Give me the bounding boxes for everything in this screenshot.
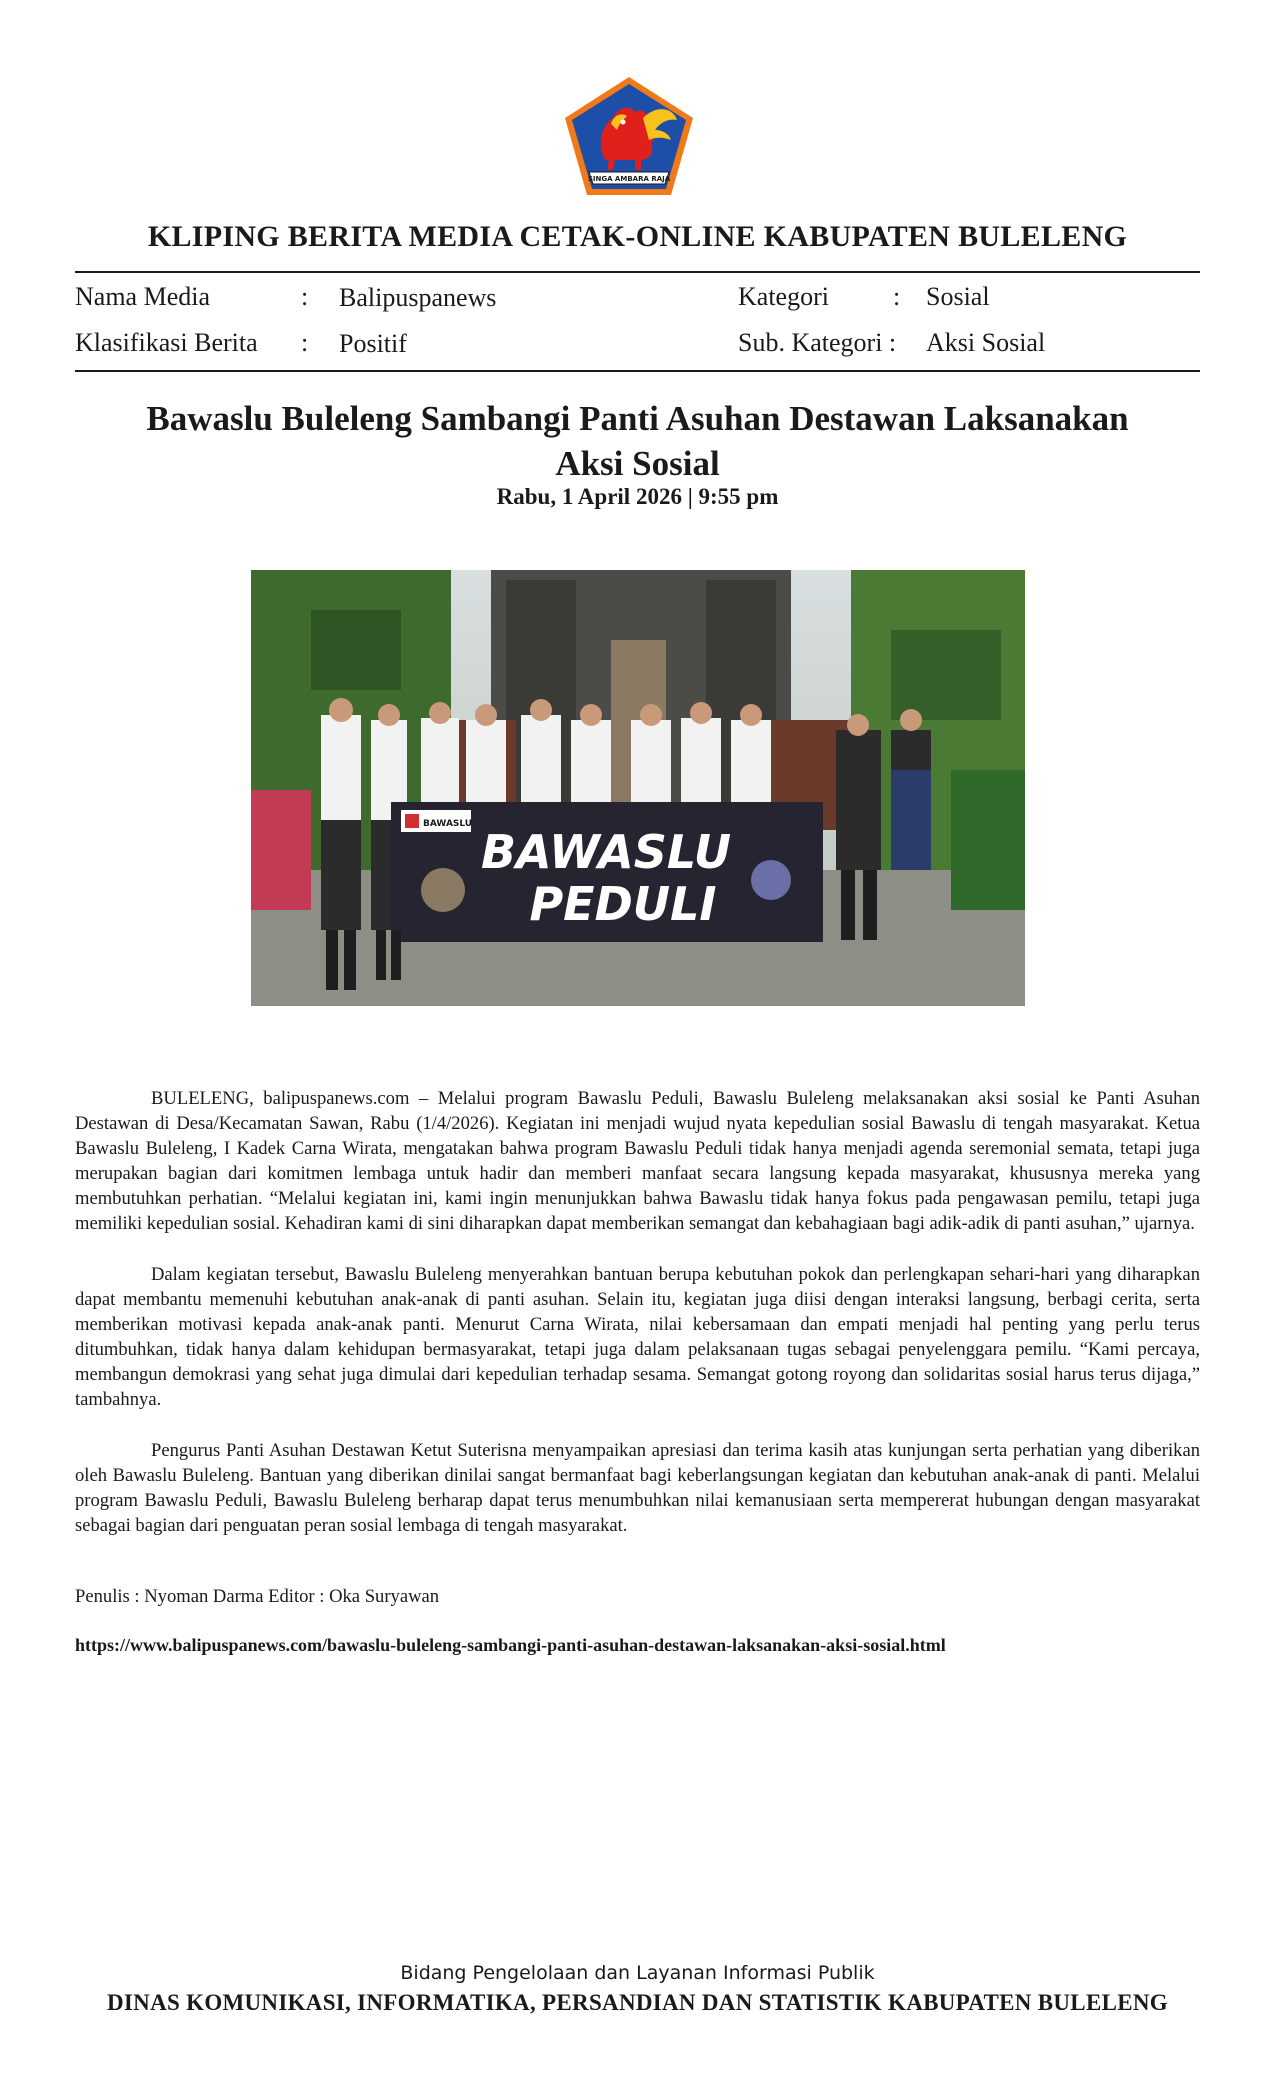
- header-top-rule: [75, 271, 1200, 273]
- headline-line-1: Bawaslu Buleleng Sambangi Panti Asuhan Destawan Laksanakan: [146, 399, 1129, 438]
- article-body: [75, 1086, 1200, 1564]
- footer-division: Bidang Pengelolaan dan Layanan Informasi Publik: [400, 1962, 875, 1984]
- kategori-sep: :: [893, 282, 901, 311]
- article-paragraph: Dalam kegiatan tersebut, Bawaslu Buleleng menyerahkan bantuan berupa kebutuhan pokok dan perlengkapan sehari-hari yang diharapkan dapat membantu memenuhi kebutuhan anak-anak di panti asuhan. Selain itu, kegiatan juga diisi dengan interaksi langsung, berbagi cerita, serta memberikan motivasi kepada anak-anak panti. Menurut Carna Wirata, nilai kebersamaan dan empati menjadi hal penting yang perlu terus ditumbuhkan, tidak hanya dalam kehidupan bermasyarakat, tetapi juga dalam pelaksanaan tugas sebagai penyelenggara pemilu. “Kami percaya, membangun demokrasi yang sehat juga dimulai dari kepedulian terhadap sesama. Semangat gotong royong dan solidaritas sosial harus terus dijaga,” tambahnya.: [75, 1264, 1200, 1410]
- source-url-link[interactable]: https://www.balipuspanews.com/bawaslu-buleleng-sambangi-panti-asuhan-destawan-laksanakan-aksi-sosial.html: [75, 1635, 946, 1655]
- article-headline: [100, 396, 1175, 486]
- article-paragraph: Pengurus Panti Asuhan Destawan Ketut Suterisna menyampaikan apresiasi dan terima kasih atas kunjungan serta perhatian yang diberikan oleh Bawaslu Buleleng. Bantuan yang diberikan dinilai sangat bermanfaat bagi keberlangsungan kegiatan dan kebutuhan anak-anak di panti. Melalui program Bawaslu Peduli, Bawaslu Buleleng berharap dapat terus menumbuhkan nilai kemanusiaan serta mempererat hubungan dengan masyarakat sebagai bagian dari penguatan peran sosial lembaga di tengah masyarakat.: [75, 1440, 1200, 1536]
- headline-line-2: Aksi Sosial: [555, 444, 720, 483]
- kategori-value: Sosial: [926, 282, 990, 311]
- header-bottom-rule: [75, 370, 1200, 372]
- footer-agency: DINAS KOMUNIKASI, INFORMATIKA, PERSANDIAN DAN STATISTIK KABUPATEN BULELENG: [107, 1990, 1168, 2015]
- banner-small-logo-text: BAWASLU: [423, 819, 473, 829]
- article-date: Rabu, 1 April 2026 | 9:55 pm: [496, 484, 779, 509]
- emblem-motto: SINGA AMBARA RAJA: [587, 175, 671, 183]
- document-title: KLIPING BERITA MEDIA CETAK-ONLINE KABUPATEN BULELENG: [147, 220, 1128, 253]
- article-photo: [251, 570, 1025, 1006]
- banner-text-bawaslu: BAWASLU: [480, 825, 732, 879]
- klasifikasi-value: Positif: [339, 329, 407, 358]
- nama-media-value: Balipuspanews: [339, 283, 497, 312]
- banner-text-peduli: PEDULI: [529, 877, 717, 931]
- kategori-label: Kategori: [738, 282, 829, 311]
- nama-media-sep: :: [301, 282, 309, 311]
- subkategori-label: Sub. Kategori :: [738, 328, 897, 357]
- buleleng-emblem-logo: [561, 74, 697, 198]
- author-editor-credit: Penulis : Nyoman Darma Editor : Oka Suryawan: [75, 1586, 440, 1607]
- subkategori-value: Aksi Sosial: [926, 328, 1046, 357]
- nama-media-label: Nama Media: [75, 282, 211, 311]
- klasifikasi-label: Klasifikasi Berita: [75, 328, 258, 357]
- klasifikasi-sep: :: [301, 328, 309, 357]
- article-paragraph: BULELENG, balipuspanews.com – Melalui program Bawaslu Peduli, Bawaslu Buleleng melaksanakan aksi sosial ke Panti Asuhan Destawan di Desa/Kecamatan Sawan, Rabu (1/4/2026). Kegiatan ini menjadi wujud nyata kepedulian sosial Bawaslu di tengah masyarakat. Ketua Bawaslu Buleleng, I Kadek Carna Wirata, mengatakan bahwa program Bawaslu Peduli tidak hanya menjadi agenda seremonial semata, tetapi juga merupakan bagian dari komitmen lembaga untuk hadir dan memberi manfaat secara langsung kepada masyarakat, khususnya mereka yang membutuhkan perhatian. “Melalui kegiatan ini, kami ingin menunjukkan bahwa Bawaslu tidak hanya fokus pada pengawasan pemilu, tetapi juga memiliki kepedulian sosial. Kehadiran kami di sini diharapkan dapat memberikan semangat dan kebahagiaan bagi adik-adik di panti asuhan,” ujarnya.: [75, 1088, 1200, 1234]
